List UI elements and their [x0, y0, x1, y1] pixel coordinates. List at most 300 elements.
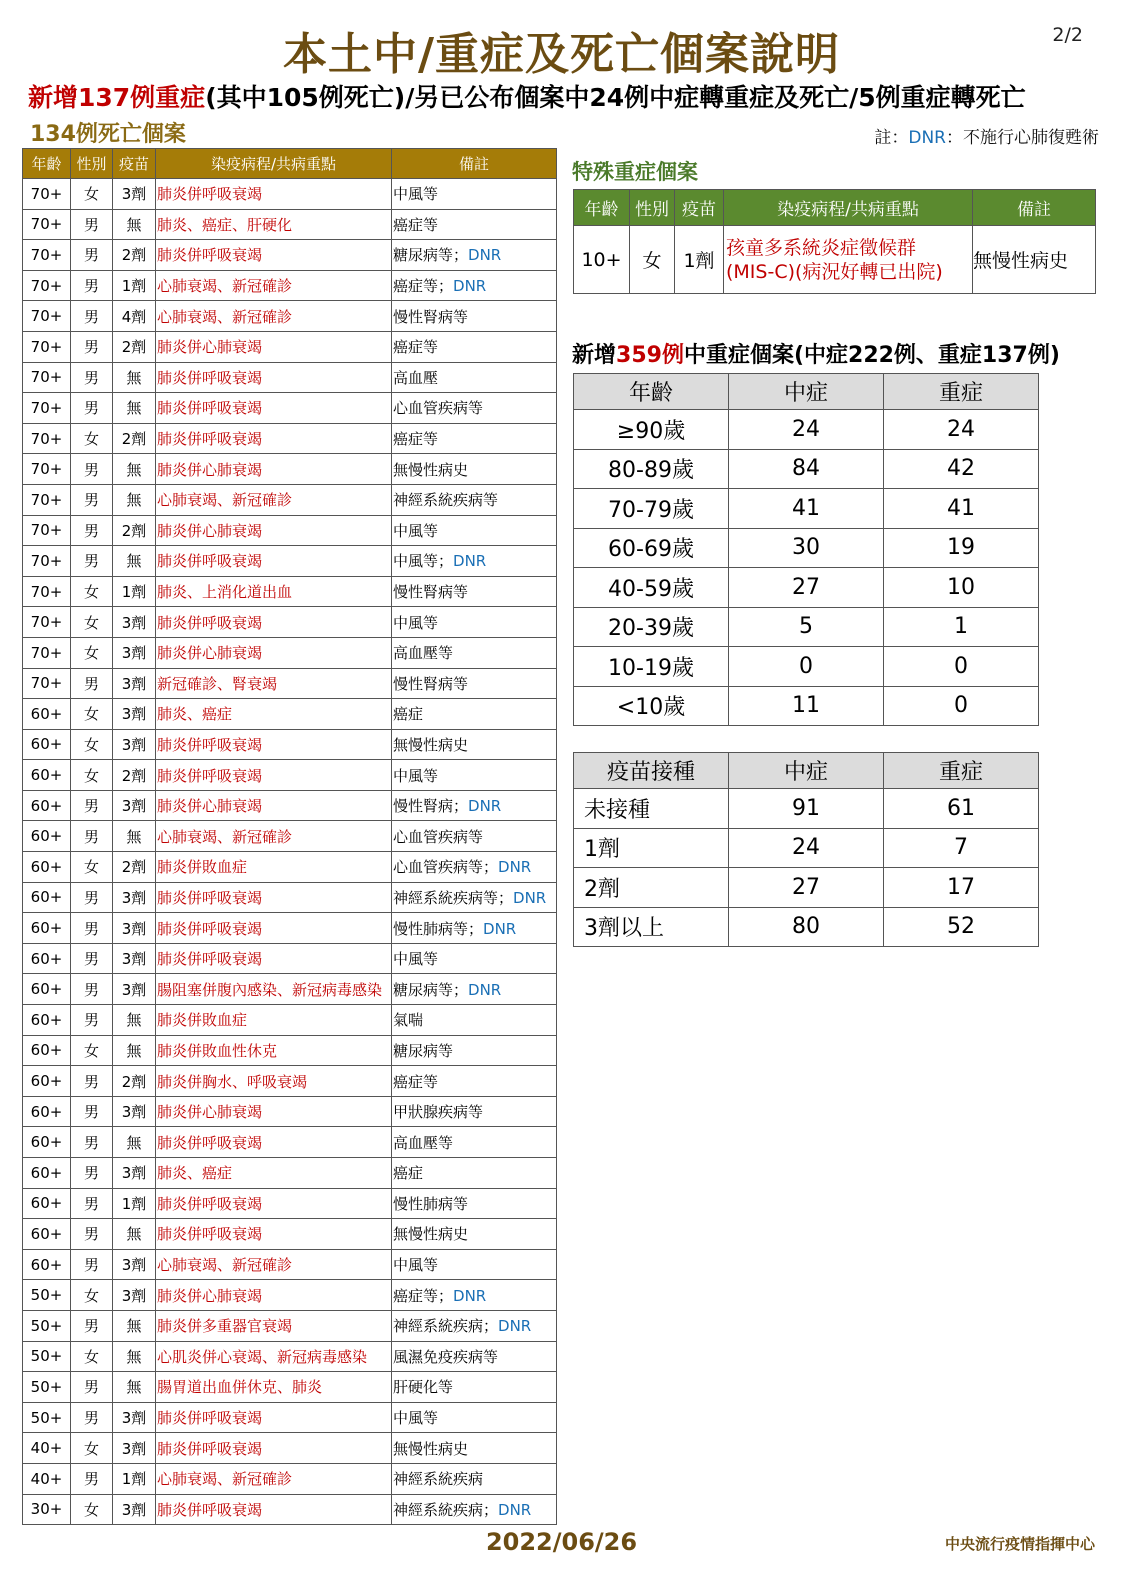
death-table-row [23, 1433, 557, 1464]
age-header-label: 年齡 [574, 374, 729, 410]
death-table-row [23, 1127, 557, 1158]
moderate-count: 0 [729, 647, 884, 687]
severe-count: 1 [884, 607, 1039, 647]
moderate-count: 27 [729, 568, 884, 608]
course-cell: 肺炎併呼吸衰竭 [156, 393, 392, 424]
death-table-row [23, 1280, 557, 1311]
vaccine-cell: 3劑 [113, 668, 156, 699]
special-header-sex: 性別 [630, 190, 675, 226]
death-table-row [23, 943, 557, 974]
age-cell: 60+ [23, 1005, 71, 1036]
severe-count: 17 [884, 868, 1039, 908]
age-cell: 70+ [23, 454, 71, 485]
sex-cell: 男 [71, 1463, 113, 1494]
sex-cell: 女 [71, 576, 113, 607]
course-cell: 肺炎併呼吸衰竭 [156, 729, 392, 760]
sex-cell: 男 [71, 546, 113, 577]
remark-cell [392, 1005, 557, 1036]
death-table-row [23, 1219, 557, 1250]
age-table-row [574, 410, 1039, 450]
remark-text: 癌症等 [393, 1072, 439, 1091]
death-table-row [23, 1188, 557, 1219]
remark-cell [392, 576, 557, 607]
death-table-row [23, 637, 557, 668]
dnr-label: DNR [468, 246, 502, 265]
row-label: 40-59歲 [574, 568, 729, 608]
age-cell: 60+ [23, 1219, 71, 1250]
course-cell: 肺炎併呼吸衰竭 [156, 1433, 392, 1464]
row-label: 20-39歲 [574, 607, 729, 647]
remark-text: 心血管疾病等 [393, 827, 484, 846]
remark-text: 慢性腎病等 [393, 583, 469, 602]
course-cell: 肺炎、癌症 [156, 1158, 392, 1189]
row-label: 未接種 [574, 789, 729, 829]
moderate-count: 30 [729, 528, 884, 568]
death-table-row [23, 1005, 557, 1036]
death-table-row [23, 821, 557, 852]
course-cell: 心肌炎併心衰竭、新冠病毒感染 [156, 1341, 392, 1372]
remark-text: 慢性肺病等 [393, 1194, 469, 1213]
header-course: 染疫病程/共病重點 [156, 149, 392, 179]
sex-cell: 男 [71, 515, 113, 546]
remark-cell [392, 668, 557, 699]
death-table-row [23, 1372, 557, 1403]
row-label: 1劑 [574, 828, 729, 868]
vaccine-cell: 3劑 [113, 882, 156, 913]
remark-text: 癌症 [393, 705, 424, 724]
death-table-row [23, 1158, 557, 1189]
death-cases-table [22, 148, 557, 1525]
row-label: 70-79歲 [574, 489, 729, 529]
vaccine-cell: 無 [113, 1127, 156, 1158]
age-cell: 70+ [23, 637, 71, 668]
age-table-row [574, 607, 1039, 647]
sex-cell: 女 [71, 699, 113, 730]
remark-cell [392, 1372, 557, 1403]
remark-text: 中風等 [393, 1256, 439, 1275]
death-table-row [23, 240, 557, 271]
remark-cell [392, 1433, 557, 1464]
death-table-row [23, 882, 557, 913]
age-cell: 60+ [23, 1096, 71, 1127]
course-cell: 腸阻塞併腹內感染、新冠病毒感染 [156, 974, 392, 1005]
sex-cell: 男 [71, 1372, 113, 1403]
severe-count: 0 [884, 647, 1039, 687]
sex-cell: 女 [71, 1341, 113, 1372]
remark-text: 中風等 [393, 613, 439, 632]
severe-count: 7 [884, 828, 1039, 868]
death-table-row [23, 484, 557, 515]
severe-count: 52 [884, 907, 1039, 947]
sex-cell: 女 [71, 1280, 113, 1311]
sex-cell: 男 [71, 1066, 113, 1097]
remark-text: 神經系統疾病 [393, 1470, 484, 1489]
death-table-row [23, 1035, 557, 1066]
remark-cell [392, 699, 557, 730]
age-table-row [574, 647, 1039, 687]
remark-cell [392, 607, 557, 638]
age-table-header [574, 374, 1039, 410]
course-cell: 肺炎併呼吸衰竭 [156, 760, 392, 791]
age-header-moderate: 中症 [729, 374, 884, 410]
sex-cell: 女 [71, 852, 113, 883]
dnr-label: DNR [498, 1500, 532, 1519]
age-cell: 70+ [23, 484, 71, 515]
special-course-line2: (MIS-C)(病況好轉已出院) [726, 260, 943, 283]
course-cell: 心肺衰竭、新冠確診 [156, 821, 392, 852]
death-table-row [23, 852, 557, 883]
vaccine-cell: 無 [113, 362, 156, 393]
death-table-row [23, 546, 557, 577]
age-table-row [574, 686, 1039, 726]
age-cell: 60+ [23, 852, 71, 883]
vaccine-table-header [574, 753, 1039, 789]
death-table-row [23, 699, 557, 730]
course-cell: 肺炎併心肺衰竭 [156, 1096, 392, 1127]
course-cell: 肺炎併心肺衰竭 [156, 637, 392, 668]
vaccine-summary-table [573, 752, 1039, 947]
course-cell: 肺炎併敗血症 [156, 1005, 392, 1036]
age-summary-table [573, 373, 1039, 726]
course-cell: 肺炎併呼吸衰竭 [156, 882, 392, 913]
remark-cell [392, 1127, 557, 1158]
age-cell: 70+ [23, 515, 71, 546]
death-table-row [23, 1066, 557, 1097]
remark-text: 無慢性病史 [393, 1439, 469, 1458]
remark-text: 神經系統疾病等 [393, 491, 499, 510]
remark-cell [392, 913, 557, 944]
remark-text: 風濕免疫疾病等 [393, 1347, 499, 1366]
remark-text: 高血壓 [393, 368, 439, 387]
sex-cell: 男 [71, 1096, 113, 1127]
age-cell: 60+ [23, 790, 71, 821]
moderate-count: 84 [729, 449, 884, 489]
age-cell: 70+ [23, 607, 71, 638]
sex-cell: 男 [71, 301, 113, 332]
remark-text: 中風等 [393, 1409, 439, 1428]
vaccine-cell: 3劑 [113, 1433, 156, 1464]
vaccine-header-label: 疫苗接種 [574, 753, 729, 789]
vaccine-cell: 3劑 [113, 699, 156, 730]
death-table-row [23, 913, 557, 944]
remark-text: 肝硬化等 [393, 1378, 454, 1397]
remark-text: 中風等 [393, 950, 439, 969]
vaccine-cell: 3劑 [113, 179, 156, 210]
age-cell: 60+ [23, 913, 71, 944]
age-cell: 70+ [23, 393, 71, 424]
special-case-table [573, 189, 1096, 294]
death-table-row [23, 1402, 557, 1433]
age-cell: 70+ [23, 668, 71, 699]
death-table-row [23, 1249, 557, 1280]
moderate-count: 24 [729, 828, 884, 868]
page-number: 2/2 [1052, 24, 1083, 46]
remark-cell [392, 729, 557, 760]
age-cell: 70+ [23, 362, 71, 393]
subtitle-highlight: 新增137例重症 [28, 83, 206, 112]
remark-cell [392, 1219, 557, 1250]
remark-cell [392, 240, 557, 271]
course-cell: 肺炎併呼吸衰竭 [156, 1188, 392, 1219]
sex-cell: 女 [71, 179, 113, 210]
special-vaccine: 1劑 [675, 226, 724, 294]
new-cases-title [572, 338, 1060, 369]
vaccine-table-row [574, 868, 1039, 908]
course-cell: 肺炎、癌症 [156, 699, 392, 730]
death-table-row [23, 270, 557, 301]
vaccine-cell: 3劑 [113, 1096, 156, 1127]
death-table-row [23, 301, 557, 332]
dnr-label: DNR [468, 980, 502, 999]
sex-cell: 女 [71, 1035, 113, 1066]
sex-cell: 男 [71, 240, 113, 271]
vaccine-cell: 2劑 [113, 760, 156, 791]
remark-text: 神經系統疾病等； [393, 888, 514, 907]
special-remark: 無慢性病史 [973, 226, 1096, 294]
remark-text: 甲狀腺疾病等 [393, 1103, 484, 1122]
remark-text: 中風等 [393, 766, 439, 785]
vaccine-header-severe: 重症 [884, 753, 1039, 789]
vaccine-cell: 2劑 [113, 240, 156, 271]
age-cell: 70+ [23, 270, 71, 301]
death-table-row [23, 209, 557, 240]
course-cell: 肺炎併呼吸衰竭 [156, 943, 392, 974]
age-cell: 50+ [23, 1280, 71, 1311]
remark-cell [392, 821, 557, 852]
death-table-row [23, 1341, 557, 1372]
course-cell: 心肺衰竭、新冠確診 [156, 270, 392, 301]
sex-cell: 男 [71, 1219, 113, 1250]
death-table-row [23, 1096, 557, 1127]
footer-organization: 中央流行疫情指揮中心 [944, 1535, 1095, 1553]
remark-text: 高血壓等 [393, 1133, 454, 1152]
row-label: 10-19歲 [574, 647, 729, 687]
subtitle [28, 78, 1026, 114]
sex-cell: 男 [71, 974, 113, 1005]
new-title-number: 359例 [616, 343, 684, 368]
report-date: 2022/06/26 [485, 1528, 638, 1556]
remark-cell [392, 637, 557, 668]
death-table-row [23, 790, 557, 821]
death-table-row [23, 362, 557, 393]
remark-cell [392, 209, 557, 240]
age-table-row [574, 489, 1039, 529]
sex-cell: 男 [71, 790, 113, 821]
death-table-row [23, 393, 557, 424]
new-title-suffix: 中重症個案(中症222例、重症137例) [683, 343, 1060, 368]
moderate-count: 41 [729, 489, 884, 529]
vaccine-cell: 3劑 [113, 1402, 156, 1433]
remark-cell [392, 270, 557, 301]
age-header-severe: 重症 [884, 374, 1039, 410]
dnr-note [874, 123, 1099, 148]
course-cell: 肺炎併心肺衰竭 [156, 515, 392, 546]
note-text: ：不施行心肺復甦術 [946, 128, 1099, 148]
course-cell: 肺炎併心肺衰竭 [156, 1280, 392, 1311]
age-cell: 60+ [23, 699, 71, 730]
remark-cell [392, 454, 557, 485]
age-cell: 60+ [23, 943, 71, 974]
age-cell: 70+ [23, 546, 71, 577]
sex-cell: 女 [71, 1433, 113, 1464]
remark-cell [392, 546, 557, 577]
vaccine-cell: 無 [113, 393, 156, 424]
severe-count: 42 [884, 449, 1039, 489]
sex-cell: 男 [71, 1005, 113, 1036]
age-cell: 70+ [23, 240, 71, 271]
remark-cell [392, 1310, 557, 1341]
sex-cell: 男 [71, 331, 113, 362]
course-cell: 肺炎併呼吸衰竭 [156, 1402, 392, 1433]
header-remark: 備註 [392, 149, 557, 179]
moderate-count: 91 [729, 789, 884, 829]
age-table-row [574, 528, 1039, 568]
vaccine-table-row [574, 789, 1039, 829]
age-cell: 70+ [23, 423, 71, 454]
course-cell: 肺炎併呼吸衰竭 [156, 1219, 392, 1250]
death-table-row [23, 179, 557, 210]
age-cell: 40+ [23, 1433, 71, 1464]
vaccine-cell: 2劑 [113, 1066, 156, 1097]
death-table-row [23, 515, 557, 546]
course-cell: 肺炎併呼吸衰竭 [156, 546, 392, 577]
sex-cell: 女 [71, 760, 113, 791]
remark-cell [392, 1096, 557, 1127]
course-cell: 新冠確診、腎衰竭 [156, 668, 392, 699]
dnr-label: DNR [498, 858, 532, 877]
moderate-count: 80 [729, 907, 884, 947]
sex-cell: 男 [71, 270, 113, 301]
sex-cell: 男 [71, 209, 113, 240]
remark-text: 癌症等； [393, 1286, 454, 1305]
remark-text: 慢性肺病等； [393, 919, 484, 938]
course-cell: 肺炎併呼吸衰竭 [156, 607, 392, 638]
severe-count: 0 [884, 686, 1039, 726]
course-cell: 腸胃道出血併休克、肺炎 [156, 1372, 392, 1403]
remark-text: 糖尿病等 [393, 1041, 454, 1060]
vaccine-cell: 3劑 [113, 943, 156, 974]
deaths-section-title: 134例死亡個案 [30, 122, 186, 147]
course-cell: 心肺衰竭、新冠確診 [156, 301, 392, 332]
note-prefix: 註： [874, 128, 909, 148]
dnr-label: DNR [513, 888, 547, 907]
course-cell: 心肺衰竭、新冠確診 [156, 1249, 392, 1280]
age-cell: 50+ [23, 1372, 71, 1403]
remark-text: 無慢性病史 [393, 460, 469, 479]
remark-cell [392, 515, 557, 546]
course-cell: 肺炎、癌症、肝硬化 [156, 209, 392, 240]
course-cell: 肺炎併敗血性休克 [156, 1035, 392, 1066]
age-table-row [574, 568, 1039, 608]
death-table-row [23, 729, 557, 760]
special-row [574, 226, 1096, 294]
header-vaccine: 疫苗 [113, 149, 156, 179]
age-cell: 60+ [23, 1249, 71, 1280]
death-table-row [23, 331, 557, 362]
death-table-row [23, 454, 557, 485]
vaccine-cell: 3劑 [113, 1494, 156, 1525]
vaccine-cell: 3劑 [113, 1158, 156, 1189]
vaccine-cell: 無 [113, 1219, 156, 1250]
vaccine-cell: 3劑 [113, 913, 156, 944]
age-cell: 60+ [23, 974, 71, 1005]
remark-cell [392, 1188, 557, 1219]
course-cell: 肺炎、上消化道出血 [156, 576, 392, 607]
age-cell: 60+ [23, 1188, 71, 1219]
death-table-row [23, 576, 557, 607]
sex-cell: 男 [71, 943, 113, 974]
remark-cell [392, 423, 557, 454]
sex-cell: 男 [71, 1402, 113, 1433]
moderate-count: 11 [729, 686, 884, 726]
header-sex: 性別 [71, 149, 113, 179]
vaccine-cell: 1劑 [113, 1188, 156, 1219]
remark-cell [392, 1494, 557, 1525]
remark-text: 氣喘 [393, 1011, 424, 1030]
severe-count: 41 [884, 489, 1039, 529]
special-header-course: 染疫病程/共病重點 [724, 190, 973, 226]
row-label: 60-69歲 [574, 528, 729, 568]
remark-cell [392, 1035, 557, 1066]
age-cell: 60+ [23, 1127, 71, 1158]
moderate-count: 5 [729, 607, 884, 647]
course-cell: 肺炎併呼吸衰竭 [156, 1127, 392, 1158]
remark-cell [392, 1463, 557, 1494]
header-age: 年齡 [23, 149, 71, 179]
remark-cell [392, 301, 557, 332]
remark-cell [392, 974, 557, 1005]
course-cell: 肺炎併呼吸衰竭 [156, 240, 392, 271]
vaccine-cell: 3劑 [113, 1249, 156, 1280]
special-section-title: 特殊重症個案 [572, 160, 698, 184]
vaccine-cell: 2劑 [113, 331, 156, 362]
sex-cell: 男 [71, 668, 113, 699]
course-cell: 肺炎併呼吸衰竭 [156, 362, 392, 393]
vaccine-cell: 無 [113, 1341, 156, 1372]
sex-cell: 男 [71, 882, 113, 913]
remark-cell [392, 790, 557, 821]
page-title: 本土中/重症及死亡個案說明 [282, 29, 841, 80]
vaccine-cell: 無 [113, 209, 156, 240]
vaccine-cell: 1劑 [113, 270, 156, 301]
sex-cell: 男 [71, 1310, 113, 1341]
age-cell: 60+ [23, 882, 71, 913]
dnr-label: DNR [453, 277, 487, 296]
vaccine-cell: 2劑 [113, 423, 156, 454]
remark-cell [392, 484, 557, 515]
age-cell: 70+ [23, 301, 71, 332]
note-dnr: DNR [908, 128, 946, 148]
course-cell: 肺炎併敗血症 [156, 852, 392, 883]
row-label: 2劑 [574, 868, 729, 908]
death-table-row [23, 668, 557, 699]
course-cell: 肺炎併多重器官衰竭 [156, 1310, 392, 1341]
dnr-label: DNR [483, 919, 517, 938]
remark-cell [392, 393, 557, 424]
vaccine-cell: 3劑 [113, 974, 156, 1005]
death-table-row [23, 760, 557, 791]
vaccine-table-row [574, 828, 1039, 868]
age-cell: 60+ [23, 821, 71, 852]
vaccine-cell: 3劑 [113, 729, 156, 760]
remark-text: 糖尿病等； [393, 980, 469, 999]
remark-cell [392, 882, 557, 913]
age-cell: 60+ [23, 729, 71, 760]
row-label: <10歲 [574, 686, 729, 726]
remark-cell [392, 1402, 557, 1433]
moderate-count: 24 [729, 410, 884, 450]
special-sex: 女 [630, 226, 675, 294]
